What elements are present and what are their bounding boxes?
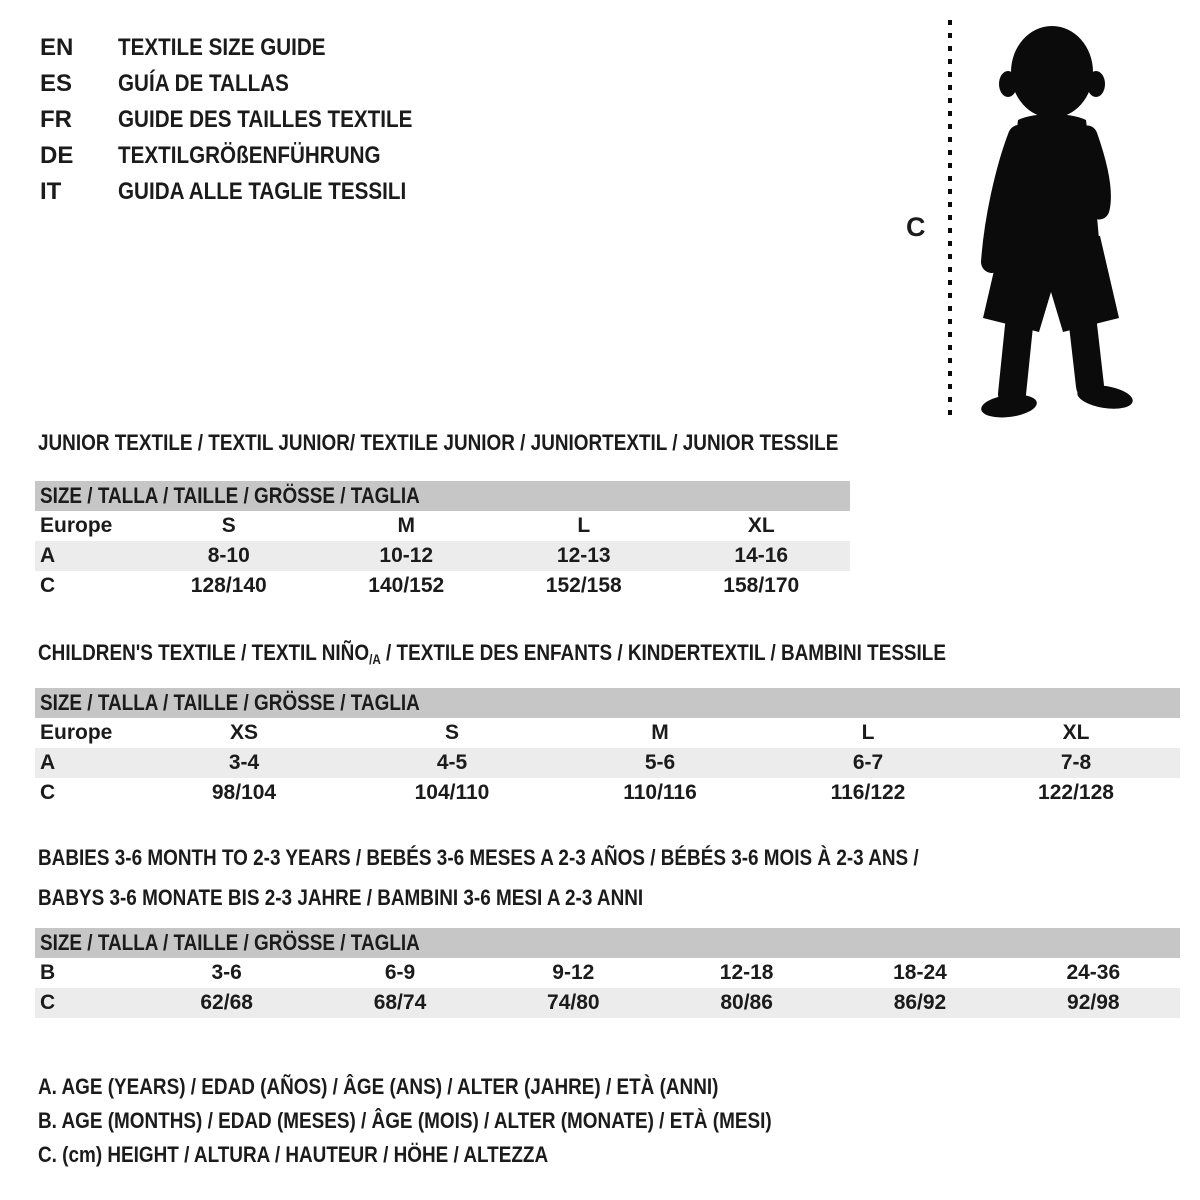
junior-row-a-label: A: [40, 544, 56, 567]
babies-c-1: 62/68: [200, 991, 253, 1014]
babies-row-b-label: B: [40, 961, 56, 984]
junior-col-xl: XL: [747, 514, 775, 537]
babies-section-title-line1: [38, 845, 1062, 871]
babies-row-b: [35, 958, 1180, 988]
lang-row-es: [40, 66, 460, 102]
babies-c-2: 68/74: [373, 991, 427, 1014]
language-title-list: [40, 30, 460, 210]
children-title-prefix: CHILDREN'S TEXTILE / TEXTIL NIÑO: [38, 640, 370, 665]
children-a-s: 4-5: [436, 751, 468, 774]
children-section-title-text: [38, 640, 946, 667]
junior-c-m: 140/152: [368, 574, 445, 597]
junior-row-a: [35, 541, 850, 571]
junior-a-l: 12-13: [556, 544, 611, 567]
children-title-subscript: /A: [369, 651, 381, 667]
children-title-suffix: / TEXTILE DES ENFANTS / KINDERTEXTIL / BAMBINI TESSILE: [380, 640, 946, 665]
junior-size-header-label: SIZE / TALLA / TAILLE / GRÖSSE / TAGLIA: [40, 483, 420, 508]
measure-c-label: C: [906, 212, 926, 242]
babies-c-4: 80/86: [720, 991, 773, 1014]
lang-code-es: ES: [40, 70, 73, 97]
lang-row-en: [40, 30, 460, 66]
babies-c-3: 74/80: [547, 991, 600, 1014]
junior-region-label: Europe: [40, 514, 113, 537]
babies-c-5: 86/92: [893, 991, 947, 1014]
lang-title-es: GUÍA DE TALLAS: [118, 70, 289, 97]
babies-b-4: 12-18: [719, 961, 774, 984]
children-a-m: 5-6: [644, 751, 676, 774]
babies-b-2: 6-9: [384, 961, 416, 984]
babies-title-line2-text: BABYS 3-6 MONATE BIS 2-3 JAHRE / BAMBINI 3-6 MESI A 2-3 ANNI: [38, 885, 644, 910]
children-col-xl: XL: [1062, 721, 1090, 744]
babies-b-6: 24-36: [1066, 961, 1121, 984]
children-col-xs: XS: [229, 721, 258, 744]
lang-code-it: IT: [40, 178, 62, 205]
babies-row-c-label: C: [40, 991, 56, 1014]
children-c-xs: 98/104: [211, 781, 277, 804]
legend: [38, 1070, 891, 1172]
lang-code-de: DE: [40, 142, 74, 169]
junior-c-s: 128/140: [190, 574, 267, 597]
children-col-s: S: [444, 721, 459, 744]
babies-b-1: 3-6: [211, 961, 242, 984]
lang-row-it: [40, 174, 460, 210]
junior-size-table: [35, 481, 850, 601]
children-region-label: Europe: [40, 721, 113, 744]
lang-row-fr: [40, 102, 460, 138]
babies-size-header-label: SIZE / TALLA / TAILLE / GRÖSSE / TAGLIA: [40, 930, 420, 955]
junior-a-s: 8-10: [207, 544, 250, 567]
junior-section-title-text: JUNIOR TEXTILE / TEXTIL JUNIOR/ TEXTILE JUNIOR / JUNIORTEXTIL / JUNIOR TESSILE: [38, 430, 839, 455]
baby-silhouette-icon: [962, 20, 1144, 420]
children-c-m: 110/116: [623, 781, 697, 804]
children-section-title: [38, 640, 1094, 667]
legend-line-b: [38, 1104, 891, 1138]
children-row-a: [35, 748, 1180, 778]
junior-c-l: 152/158: [545, 574, 622, 597]
babies-size-table: [35, 928, 1180, 1018]
lang-title-de: TEXTILGRÖßENFÜHRUNG: [118, 142, 381, 169]
children-c-l: 116/122: [830, 781, 906, 804]
legend-line-a: [38, 1070, 891, 1104]
junior-c-xl: 158/170: [723, 574, 800, 597]
babies-section-title-line2: [38, 885, 742, 911]
legend-c-text: C. (cm) HEIGHT / ALTURA / HAUTEUR / HÖHE / ALTEZZA: [38, 1142, 549, 1167]
children-a-xs: 3-4: [228, 751, 260, 774]
babies-b-3: 9-12: [552, 961, 595, 984]
children-size-header-bar: [35, 688, 1180, 718]
children-c-s: 104/110: [414, 781, 490, 804]
children-col-m: M: [651, 721, 669, 744]
junior-col-l: L: [577, 514, 591, 537]
lang-title-en: TEXTILE SIZE GUIDE: [118, 34, 326, 61]
babies-row-c: [35, 988, 1180, 1018]
children-size-header-label: SIZE / TALLA / TAILLE / GRÖSSE / TAGLIA: [40, 690, 420, 715]
junior-columns-row: [35, 511, 850, 541]
junior-col-s: S: [221, 514, 236, 537]
babies-title-line1-text: BABIES 3-6 MONTH TO 2-3 YEARS / BEBÉS 3-6 MESES A 2-3 AÑOS / BÉBÉS 3-6 MOIS À 2-3 ANS /: [38, 845, 919, 870]
children-row-a-label: A: [40, 751, 56, 774]
junior-row-c-label: C: [40, 574, 56, 597]
junior-a-xl: 14-16: [734, 544, 789, 567]
legend-b-text: B. AGE (MONTHS) / EDAD (MESES) / ÂGE (MOIS) / ALTER (MONATE) / ETÀ (MESI): [38, 1108, 772, 1133]
lang-code-en: EN: [40, 34, 74, 61]
children-a-l: 6-7: [852, 751, 884, 774]
lang-code-fr: FR: [40, 106, 72, 133]
legend-a-text: A. AGE (YEARS) / EDAD (AÑOS) / ÂGE (ANS) / ALTER (JAHRE) / ETÀ (ANNI): [38, 1074, 719, 1099]
babies-size-header-bar: [35, 928, 1180, 958]
lang-title-it: GUIDA ALLE TAGLIE TESSILI: [118, 178, 407, 205]
junior-size-header-bar: [35, 481, 850, 511]
junior-section-title: [38, 430, 969, 456]
children-c-xl: 122/128: [1038, 781, 1114, 804]
children-row-c: [35, 778, 1180, 808]
babies-c-6: 92/98: [1067, 991, 1120, 1014]
children-col-l: L: [861, 721, 875, 744]
children-size-table: [35, 688, 1180, 808]
junior-row-c: [35, 571, 850, 601]
junior-col-m: M: [397, 514, 415, 537]
lang-row-de: [40, 138, 460, 174]
legend-line-c: [38, 1138, 891, 1172]
junior-a-m: 10-12: [379, 544, 434, 567]
children-columns-row: [35, 718, 1180, 748]
babies-b-5: 18-24: [893, 961, 947, 984]
lang-title-fr: GUIDE DES TAILLES TEXTILE: [118, 106, 413, 133]
height-measure-dashed-line: [948, 20, 952, 416]
children-row-c-label: C: [40, 781, 56, 804]
children-a-xl: 7-8: [1060, 751, 1092, 774]
